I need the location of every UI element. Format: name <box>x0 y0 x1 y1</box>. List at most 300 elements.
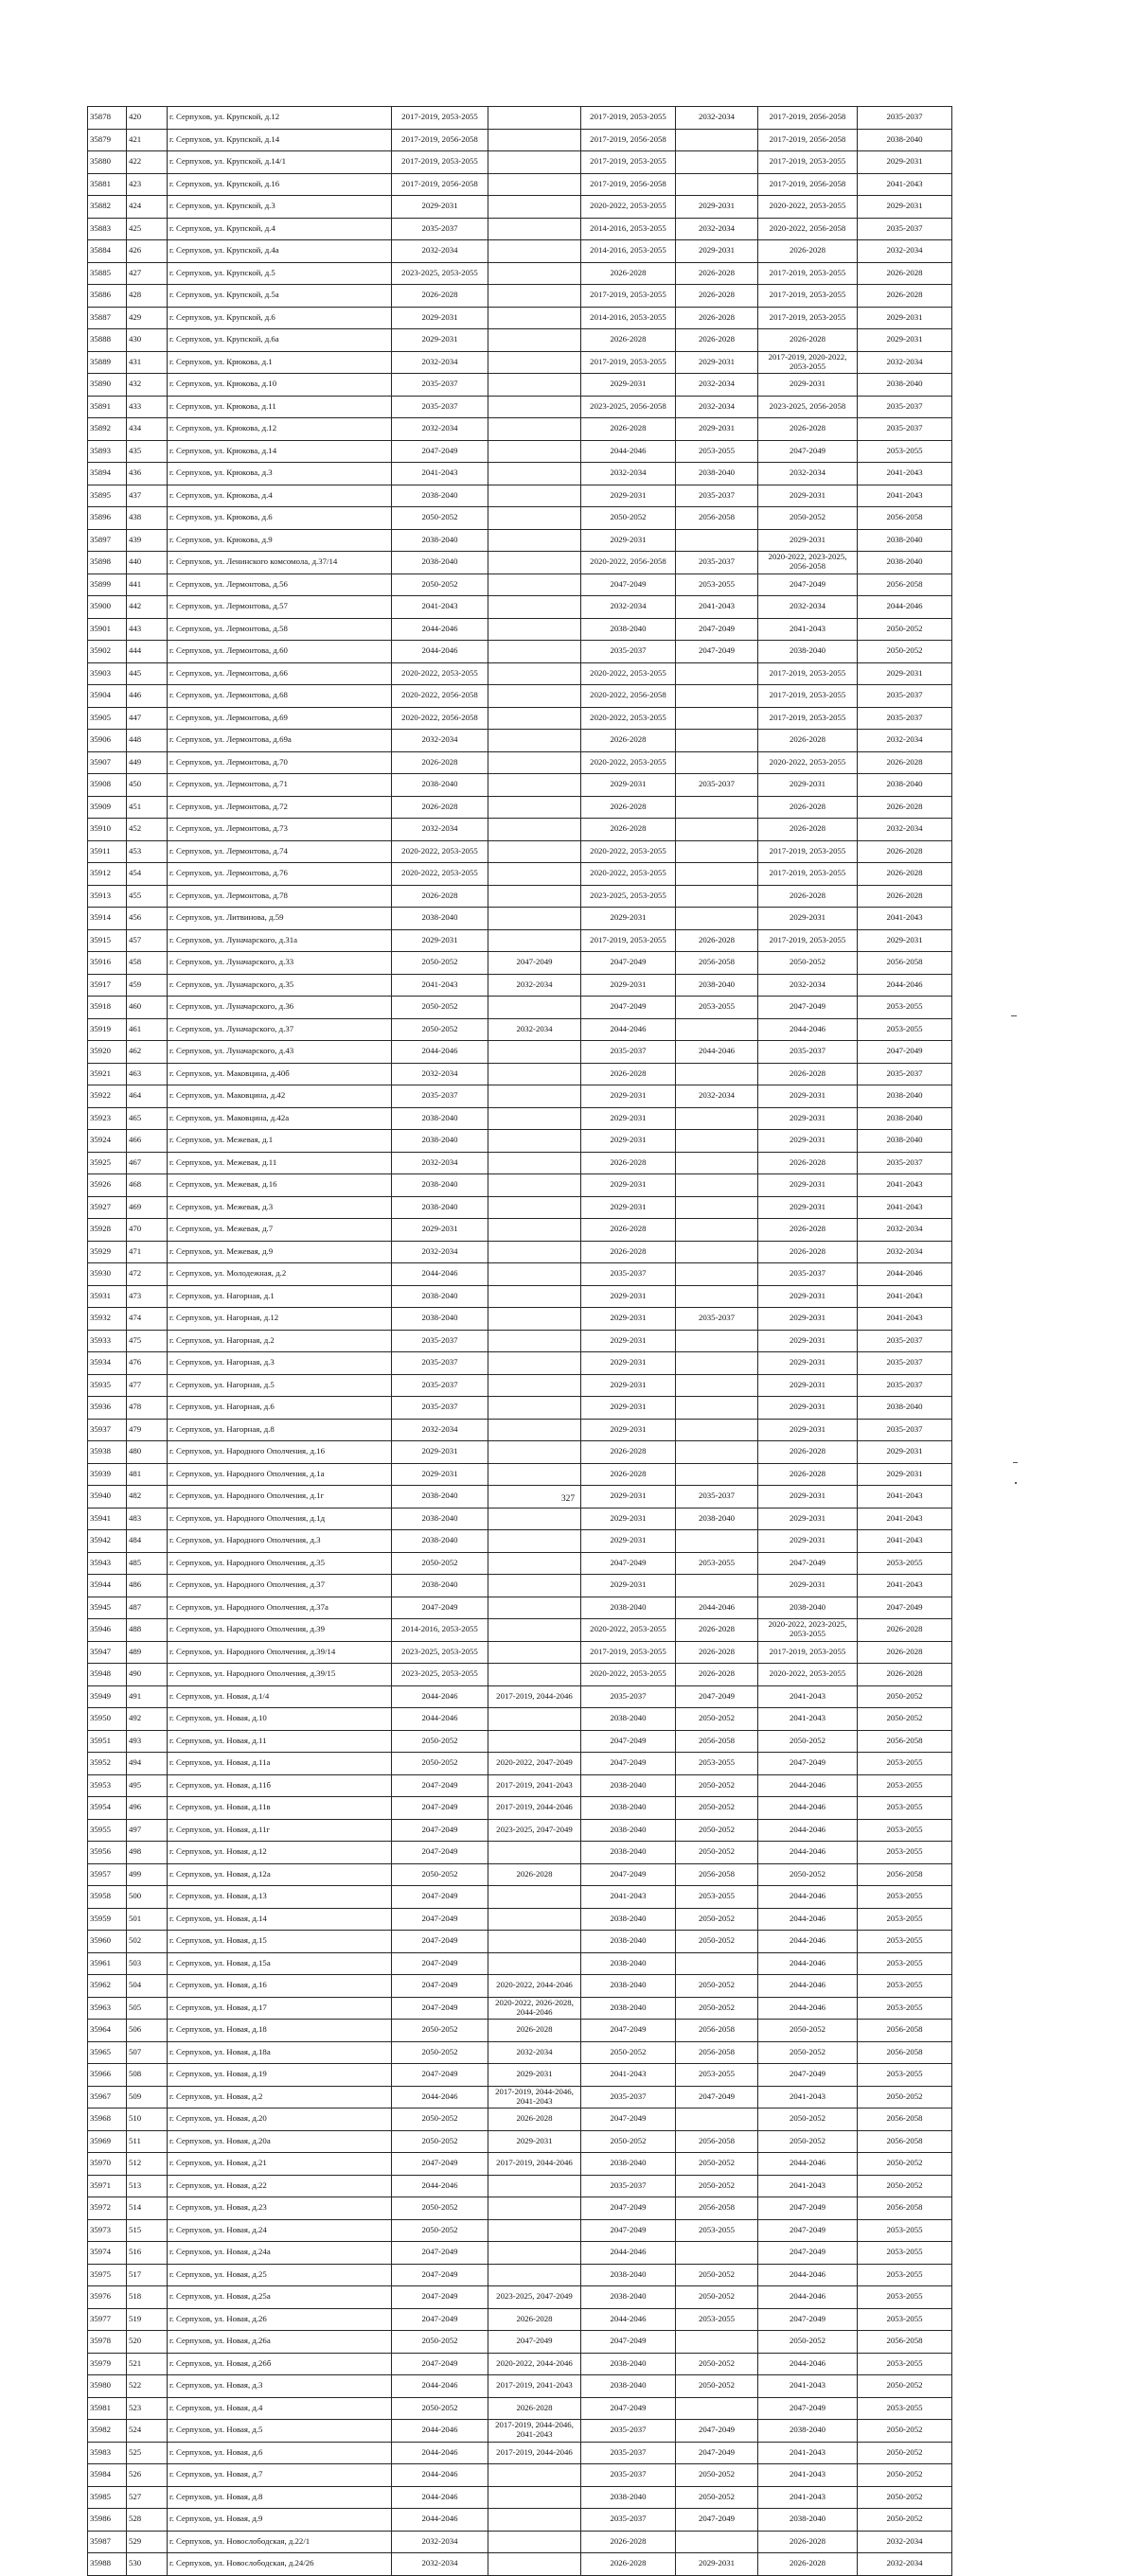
period-cell-2 <box>488 596 581 619</box>
period-cell-3: 2035-2037 <box>581 2086 676 2108</box>
period-cell-6: 2047-2049 <box>858 1041 952 1064</box>
period-cell-3: 2029-2031 <box>581 1330 676 1352</box>
address-cell: г. Серпухов, ул. Новая, д.11в <box>168 1797 392 1820</box>
item-number-cell: 424 <box>127 196 168 219</box>
record-id-cell: 35964 <box>88 2020 127 2042</box>
period-cell-6: 2032-2034 <box>858 1219 952 1242</box>
period-cell-6: 2050-2052 <box>858 641 952 663</box>
period-cell-4: 2029-2031 <box>676 351 758 374</box>
period-cell-6: 2032-2034 <box>858 2553 952 2576</box>
table-row <box>88 1152 952 1174</box>
period-cell-1: 2032-2034 <box>392 730 488 752</box>
period-cell-1: 2047-2049 <box>392 2308 488 2331</box>
record-id-cell: 35914 <box>88 908 127 930</box>
period-cell-1: 2041-2043 <box>392 596 488 619</box>
period-cell-6: 2041-2043 <box>858 485 952 507</box>
period-cell-3: 2035-2037 <box>581 2420 676 2443</box>
address-cell: г. Серпухов, ул. Новая, д.26 <box>168 2308 392 2331</box>
item-number-cell: 507 <box>127 2041 168 2064</box>
item-number-cell: 490 <box>127 1664 168 1686</box>
period-cell-5: 2032-2034 <box>758 974 858 997</box>
item-number-cell: 447 <box>127 707 168 730</box>
item-number-cell: 437 <box>127 485 168 507</box>
period-cell-5: 2029-2031 <box>758 529 858 552</box>
period-cell-5: 2026-2028 <box>758 1441 858 1464</box>
record-id-cell: 35987 <box>88 2531 127 2553</box>
period-cell-5: 2041-2043 <box>758 2375 858 2398</box>
period-cell-6: 2035-2037 <box>858 107 952 130</box>
period-cell-2 <box>488 1330 581 1352</box>
record-id-cell: 35942 <box>88 1530 127 1553</box>
period-cell-4 <box>676 2397 758 2420</box>
period-cell-1: 2032-2034 <box>392 351 488 374</box>
item-number-cell: 456 <box>127 908 168 930</box>
period-cell-5: 2026-2028 <box>758 796 858 819</box>
item-number-cell: 425 <box>127 218 168 240</box>
address-cell: г. Серпухов, ул. Новая, д.18 <box>168 2020 392 2042</box>
table-row <box>88 685 952 708</box>
item-number-cell: 519 <box>127 2308 168 2331</box>
period-cell-6: 2029-2031 <box>858 329 952 352</box>
period-cell-6: 2041-2043 <box>858 1575 952 1597</box>
period-cell-3: 2038-2040 <box>581 2264 676 2286</box>
period-cell-5: 2047-2049 <box>758 440 858 463</box>
address-cell: г. Серпухов, ул. Нагорная, д.5 <box>168 1374 392 1397</box>
period-cell-4: 2050-2052 <box>676 1975 758 1998</box>
period-cell-1: 2047-2049 <box>392 1931 488 1953</box>
period-cell-6: 2041-2043 <box>858 173 952 196</box>
period-cell-6: 2053-2055 <box>858 1952 952 1975</box>
item-number-cell: 460 <box>127 997 168 1019</box>
period-cell-4: 2053-2055 <box>676 1753 758 1775</box>
period-cell-6: 2029-2031 <box>858 1463 952 1486</box>
item-number-cell: 433 <box>127 396 168 418</box>
period-cell-1: 2050-2052 <box>392 1018 488 1041</box>
period-cell-2 <box>488 796 581 819</box>
table-row <box>88 2175 952 2197</box>
record-id-cell: 35971 <box>88 2175 127 2197</box>
period-cell-1: 2047-2049 <box>392 1975 488 1998</box>
period-cell-6: 2044-2046 <box>858 1263 952 1286</box>
item-number-cell: 455 <box>127 885 168 908</box>
period-cell-5: 2050-2052 <box>758 2108 858 2131</box>
period-cell-2: 2026-2028 <box>488 2397 581 2420</box>
record-id-cell: 35906 <box>88 730 127 752</box>
address-cell: г. Серпухов, ул. Лермонтова, д.60 <box>168 641 392 663</box>
address-cell: г. Серпухов, ул. Крюкова, д.4 <box>168 485 392 507</box>
period-cell-6: 2053-2055 <box>858 2264 952 2286</box>
item-number-cell: 423 <box>127 173 168 196</box>
table-row <box>88 707 952 730</box>
address-cell: г. Серпухов, ул. Новая, д.6 <box>168 2442 392 2464</box>
period-cell-3: 2026-2028 <box>581 1241 676 1263</box>
period-cell-3: 2020-2022, 2053-2055 <box>581 1619 676 1642</box>
period-cell-4 <box>676 908 758 930</box>
period-cell-1: 2047-2049 <box>392 1886 488 1909</box>
address-cell: г. Серпухов, ул. Новая, д.15а <box>168 1952 392 1975</box>
record-id-cell: 35966 <box>88 2064 127 2087</box>
period-cell-1: 2038-2040 <box>392 774 488 797</box>
item-number-cell: 434 <box>127 418 168 441</box>
period-cell-3: 2038-2040 <box>581 2486 676 2509</box>
item-number-cell: 431 <box>127 351 168 374</box>
period-cell-4 <box>676 2331 758 2354</box>
period-cell-6: 2032-2034 <box>858 730 952 752</box>
period-cell-1: 2050-2052 <box>392 2219 488 2242</box>
period-cell-6: 2035-2037 <box>858 396 952 418</box>
period-cell-6: 2053-2055 <box>858 1908 952 1931</box>
period-cell-4: 2038-2040 <box>676 1508 758 1530</box>
period-cell-5: 2032-2034 <box>758 463 858 485</box>
record-id-cell: 35894 <box>88 463 127 485</box>
address-cell: г. Серпухов, ул. Лермонтова, д.71 <box>168 774 392 797</box>
address-cell: г. Серпухов, ул. Новая, д.13 <box>168 1886 392 1909</box>
period-cell-6: 2041-2043 <box>858 1486 952 1509</box>
schedule-table <box>87 106 952 2576</box>
period-cell-5: 2041-2043 <box>758 2086 858 2108</box>
period-cell-2 <box>488 196 581 219</box>
period-cell-2: 2020-2022, 2047-2049 <box>488 1753 581 1775</box>
period-cell-3: 2020-2022, 2056-2058 <box>581 685 676 708</box>
period-cell-1: 2029-2031 <box>392 307 488 329</box>
address-cell: г. Серпухов, ул. Новая, д.1/4 <box>168 1685 392 1708</box>
record-id-cell: 35952 <box>88 1753 127 1775</box>
period-cell-6: 2044-2046 <box>858 596 952 619</box>
period-cell-1: 2038-2040 <box>392 552 488 574</box>
period-cell-6: 2050-2052 <box>858 2486 952 2509</box>
item-number-cell: 491 <box>127 1685 168 1708</box>
table-row <box>88 2020 952 2042</box>
address-cell: г. Серпухов, ул. Лермонтова, д.57 <box>168 596 392 619</box>
period-cell-1: 2017-2019, 2056-2058 <box>392 129 488 151</box>
period-cell-3: 2029-2031 <box>581 1107 676 1130</box>
period-cell-5: 2047-2049 <box>758 2242 858 2265</box>
item-number-cell: 483 <box>127 1508 168 1530</box>
address-cell: г. Серпухов, ул. Крюкова, д.10 <box>168 374 392 397</box>
address-cell: г. Серпухов, ул. Новая, д.20 <box>168 2108 392 2131</box>
period-cell-6: 2053-2055 <box>858 2064 952 2087</box>
period-cell-4 <box>676 1463 758 1486</box>
table-row <box>88 129 952 151</box>
address-cell: г. Серпухов, ул. Межевая, д.9 <box>168 1241 392 1263</box>
item-number-cell: 442 <box>127 596 168 619</box>
period-cell-3: 2026-2028 <box>581 2531 676 2553</box>
period-cell-6: 2035-2037 <box>858 218 952 240</box>
period-cell-1: 2050-2052 <box>392 507 488 530</box>
table-row <box>88 396 952 418</box>
item-number-cell: 526 <box>127 2464 168 2487</box>
record-id-cell: 35965 <box>88 2041 127 2064</box>
period-cell-1: 2044-2046 <box>392 1708 488 1731</box>
period-cell-2 <box>488 1107 581 1130</box>
period-cell-3: 2035-2037 <box>581 1041 676 1064</box>
item-number-cell: 510 <box>127 2108 168 2131</box>
period-cell-5: 2026-2028 <box>758 1152 858 1174</box>
period-cell-6: 2056-2058 <box>858 1863 952 1886</box>
table-row <box>88 1863 952 1886</box>
period-cell-2 <box>488 1374 581 1397</box>
record-id-cell: 35915 <box>88 929 127 952</box>
period-cell-4: 2032-2034 <box>676 1085 758 1108</box>
table-row <box>88 2264 952 2286</box>
period-cell-5: 2017-2019, 2053-2055 <box>758 840 858 863</box>
item-number-cell: 474 <box>127 1308 168 1331</box>
period-cell-3: 2038-2040 <box>581 1908 676 1931</box>
record-id-cell: 35938 <box>88 1441 127 1464</box>
period-cell-1: 2044-2046 <box>392 2464 488 2487</box>
period-cell-1: 2035-2037 <box>392 374 488 397</box>
item-number-cell: 430 <box>127 329 168 352</box>
table-row <box>88 2353 952 2375</box>
period-cell-6: 2029-2031 <box>858 196 952 219</box>
table-row <box>88 1753 952 1775</box>
record-id-cell: 35912 <box>88 863 127 886</box>
record-id-cell: 35925 <box>88 1152 127 1174</box>
record-id-cell: 35963 <box>88 1997 127 2020</box>
period-cell-3: 2029-2031 <box>581 1374 676 1397</box>
period-cell-3: 2026-2028 <box>581 796 676 819</box>
period-cell-5: 2029-2031 <box>758 1374 858 1397</box>
period-cell-6: 2026-2028 <box>858 1664 952 1686</box>
period-cell-5: 2038-2040 <box>758 2420 858 2443</box>
period-cell-3: 2017-2019, 2053-2055 <box>581 151 676 174</box>
address-cell: г. Серпухов, ул. Новая, д.18а <box>168 2041 392 2064</box>
address-cell: г. Серпухов, ул. Новая, д.11г <box>168 1819 392 1842</box>
period-cell-3: 2023-2025, 2056-2058 <box>581 396 676 418</box>
period-cell-4: 2056-2058 <box>676 1863 758 1886</box>
address-cell: г. Серпухов, ул. Новая, д.19 <box>168 2064 392 2087</box>
period-cell-2 <box>488 129 581 151</box>
period-cell-3: 2047-2049 <box>581 2108 676 2131</box>
address-cell: г. Серпухов, ул. Народного Ополчения, д.1г <box>168 1486 392 1509</box>
period-cell-5: 2029-2031 <box>758 1107 858 1130</box>
period-cell-1: 2035-2037 <box>392 396 488 418</box>
period-cell-2 <box>488 463 581 485</box>
address-cell: г. Серпухов, ул. Крупской, д.6 <box>168 307 392 329</box>
period-cell-4: 2047-2049 <box>676 618 758 641</box>
record-id-cell: 35976 <box>88 2286 127 2309</box>
period-cell-3: 2047-2049 <box>581 2331 676 2354</box>
period-cell-3: 2026-2028 <box>581 730 676 752</box>
record-id-cell: 35933 <box>88 1330 127 1352</box>
period-cell-3: 2029-2031 <box>581 1174 676 1197</box>
period-cell-5: 2029-2031 <box>758 1352 858 1375</box>
period-cell-1: 2050-2052 <box>392 2197 488 2220</box>
period-cell-5: 2038-2040 <box>758 2509 858 2532</box>
period-cell-6: 2053-2055 <box>858 1975 952 1998</box>
table-row <box>88 1441 952 1464</box>
table-row <box>88 929 952 952</box>
period-cell-6: 2029-2031 <box>858 929 952 952</box>
item-number-cell: 506 <box>127 2020 168 2042</box>
period-cell-4: 2056-2058 <box>676 2041 758 2064</box>
period-cell-1: 2047-2049 <box>392 2286 488 2309</box>
period-cell-5: 2047-2049 <box>758 573 858 596</box>
address-cell: г. Серпухов, ул. Народного Ополчения, д.39 <box>168 1619 392 1642</box>
period-cell-3: 2029-2031 <box>581 1130 676 1153</box>
period-cell-5: 2026-2028 <box>758 2531 858 2553</box>
period-cell-2 <box>488 1174 581 1197</box>
table-row <box>88 2130 952 2153</box>
period-cell-6: 2035-2037 <box>858 1063 952 1085</box>
address-cell: г. Серпухов, ул. Новослободская, д.24/26 <box>168 2553 392 2576</box>
period-cell-6: 2056-2058 <box>858 2020 952 2042</box>
period-cell-4: 2050-2052 <box>676 1842 758 1864</box>
address-cell: г. Серпухов, ул. Межевая, д.11 <box>168 1152 392 1174</box>
table-row <box>88 151 952 174</box>
period-cell-3: 2047-2049 <box>581 2020 676 2042</box>
period-cell-3: 2047-2049 <box>581 1552 676 1575</box>
address-cell: г. Серпухов, ул. Крупской, д.5 <box>168 262 392 285</box>
period-cell-6: 2026-2028 <box>858 1619 952 1642</box>
period-cell-5: 2026-2028 <box>758 329 858 352</box>
record-id-cell: 35975 <box>88 2264 127 2286</box>
item-number-cell: 441 <box>127 573 168 596</box>
period-cell-4: 2026-2028 <box>676 1619 758 1642</box>
period-cell-4: 2035-2037 <box>676 552 758 574</box>
period-cell-6: 2050-2052 <box>858 2375 952 2398</box>
period-cell-5: 2050-2052 <box>758 1863 858 1886</box>
period-cell-3: 2038-2040 <box>581 1952 676 1975</box>
period-cell-5: 2041-2043 <box>758 2175 858 2197</box>
item-number-cell: 439 <box>127 529 168 552</box>
address-cell: г. Серпухов, ул. Народного Ополчения, д.3 <box>168 1530 392 1553</box>
period-cell-1: 2038-2040 <box>392 1285 488 1308</box>
item-number-cell: 458 <box>127 952 168 975</box>
item-number-cell: 517 <box>127 2264 168 2286</box>
period-cell-5: 2017-2019, 2053-2055 <box>758 307 858 329</box>
table-row <box>88 1842 952 1864</box>
period-cell-6: 2038-2040 <box>858 1397 952 1420</box>
table-row <box>88 374 952 397</box>
table-row <box>88 2464 952 2487</box>
address-cell: г. Серпухов, ул. Маковцина, д.40б <box>168 1063 392 1085</box>
record-id-cell: 35970 <box>88 2153 127 2176</box>
period-cell-5: 2029-2031 <box>758 1130 858 1153</box>
period-cell-3: 2029-2031 <box>581 974 676 997</box>
address-cell: г. Серпухов, ул. Молодежная, д.2 <box>168 1263 392 1286</box>
period-cell-1: 2020-2022, 2056-2058 <box>392 685 488 708</box>
item-number-cell: 429 <box>127 307 168 329</box>
table-row <box>88 730 952 752</box>
period-cell-1: 2038-2040 <box>392 1530 488 1553</box>
period-cell-5: 2044-2046 <box>758 1908 858 1931</box>
period-cell-4: 2050-2052 <box>676 2264 758 2286</box>
address-cell: г. Серпухов, ул. Новая, д.4 <box>168 2397 392 2420</box>
period-cell-2 <box>488 2175 581 2197</box>
period-cell-5: 2017-2019, 2020-2022, 2053-2055 <box>758 351 858 374</box>
address-cell: г. Серпухов, ул. Новая, д.25а <box>168 2286 392 2309</box>
table-row <box>88 107 952 130</box>
period-cell-5: 2029-2031 <box>758 1285 858 1308</box>
record-id-cell: 35878 <box>88 107 127 130</box>
period-cell-4 <box>676 1107 758 1130</box>
period-cell-4: 2050-2052 <box>676 2153 758 2176</box>
record-id-cell: 35954 <box>88 1797 127 1820</box>
item-number-cell: 450 <box>127 774 168 797</box>
period-cell-6: 2038-2040 <box>858 529 952 552</box>
period-cell-5: 2023-2025, 2056-2058 <box>758 396 858 418</box>
address-cell: г. Серпухов, ул. Народного Ополчения, д.1д <box>168 1508 392 1530</box>
period-cell-6: 2041-2043 <box>858 1508 952 1530</box>
period-cell-3: 2044-2046 <box>581 440 676 463</box>
period-cell-4 <box>676 796 758 819</box>
period-cell-1: 2044-2046 <box>392 2375 488 2398</box>
period-cell-3: 2029-2031 <box>581 908 676 930</box>
period-cell-2 <box>488 2197 581 2220</box>
period-cell-3: 2038-2040 <box>581 1797 676 1820</box>
period-cell-2 <box>488 1152 581 1174</box>
record-id-cell: 35950 <box>88 1708 127 1731</box>
record-id-cell: 35880 <box>88 151 127 174</box>
address-cell: г. Серпухов, ул. Новая, д.15 <box>168 1931 392 1953</box>
period-cell-4: 2029-2031 <box>676 2553 758 2576</box>
period-cell-2: 2017-2019, 2044-2046 <box>488 2442 581 2464</box>
address-cell: г. Серпухов, ул. Нагорная, д.8 <box>168 1419 392 1441</box>
period-cell-3: 2029-2031 <box>581 529 676 552</box>
period-cell-3: 2014-2016, 2053-2055 <box>581 240 676 263</box>
period-cell-5: 2044-2046 <box>758 1842 858 1864</box>
period-cell-4: 2056-2058 <box>676 507 758 530</box>
table-row <box>88 1419 952 1441</box>
period-cell-6: 2056-2058 <box>858 952 952 975</box>
item-number-cell: 465 <box>127 1107 168 1130</box>
scan-mark <box>1015 1482 1017 1484</box>
period-cell-6: 2056-2058 <box>858 2331 952 2354</box>
period-cell-3: 2032-2034 <box>581 596 676 619</box>
address-cell: г. Серпухов, ул. Крупской, д.14/1 <box>168 151 392 174</box>
period-cell-3: 2029-2031 <box>581 1530 676 1553</box>
period-cell-4 <box>676 1263 758 1286</box>
period-cell-6: 2050-2052 <box>858 2442 952 2464</box>
period-cell-5: 2044-2046 <box>758 2264 858 2286</box>
address-cell: г. Серпухов, ул. Крупской, д.6а <box>168 329 392 352</box>
period-cell-1: 2050-2052 <box>392 2041 488 2064</box>
period-cell-3: 2026-2028 <box>581 1219 676 1242</box>
period-cell-2 <box>488 1641 581 1664</box>
period-cell-2 <box>488 1041 581 1064</box>
period-cell-2: 2032-2034 <box>488 974 581 997</box>
period-cell-5: 2044-2046 <box>758 2286 858 2309</box>
period-cell-1: 2044-2046 <box>392 618 488 641</box>
address-cell: г. Серпухов, ул. Луначарского, д.43 <box>168 1041 392 1064</box>
period-cell-5: 2017-2019, 2053-2055 <box>758 151 858 174</box>
period-cell-3: 2044-2046 <box>581 2242 676 2265</box>
period-cell-3: 2032-2034 <box>581 463 676 485</box>
period-cell-2 <box>488 2264 581 2286</box>
address-cell: г. Серпухов, ул. Луначарского, д.33 <box>168 952 392 975</box>
period-cell-5: 2029-2031 <box>758 374 858 397</box>
period-cell-2 <box>488 1552 581 1575</box>
period-cell-2 <box>488 374 581 397</box>
period-cell-1: 2044-2046 <box>392 2509 488 2532</box>
period-cell-2: 2017-2019, 2044-2046 <box>488 2153 581 2176</box>
record-id-cell: 35969 <box>88 2130 127 2153</box>
item-number-cell: 457 <box>127 929 168 952</box>
item-number-cell: 472 <box>127 1263 168 1286</box>
period-cell-5: 2020-2022, 2053-2055 <box>758 196 858 219</box>
period-cell-6: 2038-2040 <box>858 129 952 151</box>
period-cell-1: 2020-2022, 2053-2055 <box>392 840 488 863</box>
address-cell: г. Серпухов, ул. Народного Ополчения, д.39/15 <box>168 1664 392 1686</box>
table-row <box>88 1952 952 1975</box>
period-cell-4: 2050-2052 <box>676 1708 758 1731</box>
period-cell-3: 2026-2028 <box>581 2553 676 2576</box>
address-cell: г. Серпухов, ул. Новая, д.12а <box>168 1863 392 1886</box>
period-cell-2 <box>488 1842 581 1864</box>
address-cell: г. Серпухов, ул. Межевая, д.1 <box>168 1130 392 1153</box>
address-cell: г. Серпухов, ул. Крюкова, д.6 <box>168 507 392 530</box>
